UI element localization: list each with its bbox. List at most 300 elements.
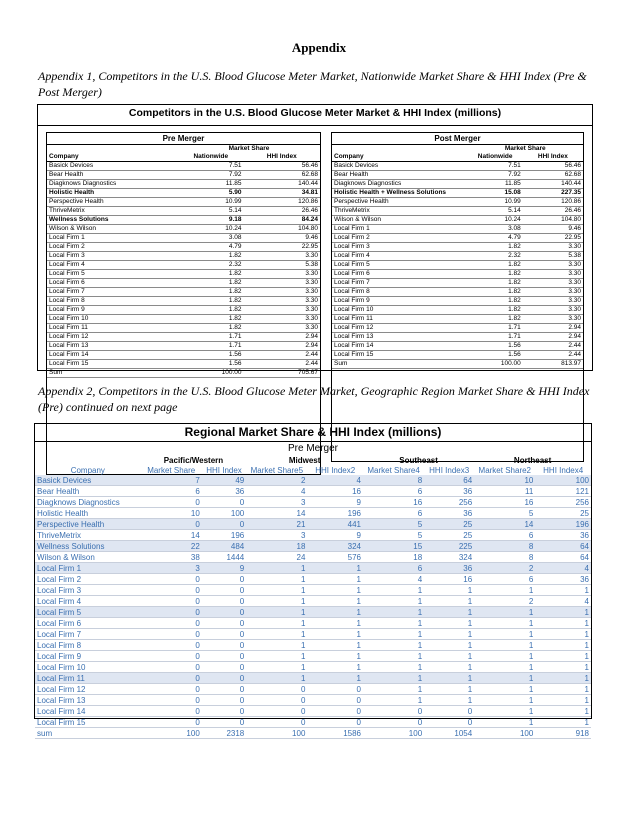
- value-cell: 1: [535, 662, 591, 673]
- company-cell: Diagknows Diagnostics: [332, 180, 468, 189]
- appendix1-caption: Appendix 1, Competitors in the U.S. Blood Glucose Meter Market, Nationwide Market Share & HHI Index (Pre & Post Merger): [38, 69, 587, 99]
- value-cell: 1: [474, 629, 535, 640]
- value-cell: 1: [363, 640, 424, 651]
- value-cell: 0: [202, 574, 246, 585]
- company-cell: Local Firm 9: [332, 297, 468, 306]
- table-row: [35, 629, 591, 640]
- value-cell: 100: [202, 508, 246, 519]
- regional-subtitle: Pre Merger: [287, 443, 338, 454]
- value-cell: 1: [363, 585, 424, 596]
- column-header: HHI Index4: [543, 465, 584, 475]
- table-row: [332, 261, 583, 270]
- table-row: [35, 651, 591, 662]
- table-row: [47, 171, 320, 180]
- value-cell: 918: [535, 728, 591, 739]
- value-cell: 1: [307, 629, 363, 640]
- hhi-cell: 2.94: [244, 333, 320, 342]
- table-row: [47, 333, 320, 342]
- table-row: [47, 324, 320, 333]
- company-cell: Bear Health: [332, 171, 468, 180]
- value-cell: 1: [246, 640, 307, 651]
- value-cell: 1: [424, 673, 474, 684]
- market-share-cell: 5.14: [178, 207, 244, 216]
- market-share-label: Market Share: [504, 145, 546, 152]
- hhi-cell: 2.44: [244, 351, 320, 360]
- value-cell: 0: [202, 662, 246, 673]
- value-cell: 1: [307, 585, 363, 596]
- value-cell: 1: [535, 629, 591, 640]
- nationwide-table-box: [37, 104, 593, 376]
- value-cell: 1: [246, 596, 307, 607]
- table-row: [35, 695, 591, 706]
- company-cell: Basick Devices: [35, 475, 141, 486]
- value-cell: 1: [246, 563, 307, 574]
- market-share-cell: 5.14: [468, 207, 523, 216]
- company-cell: Local Firm 15: [47, 360, 178, 369]
- company-cell: Wellness Solutions: [47, 216, 178, 225]
- market-share-cell: 1.82: [468, 279, 523, 288]
- value-cell: 1: [474, 695, 535, 706]
- table-row: [35, 684, 591, 695]
- table-row: [35, 596, 591, 607]
- value-cell: 9: [307, 530, 363, 541]
- value-cell: 256: [535, 497, 591, 508]
- company-cell: Local Firm 12: [47, 333, 178, 342]
- table-row: [332, 324, 583, 333]
- value-cell: 0: [246, 695, 307, 706]
- value-cell: 6: [363, 508, 424, 519]
- value-cell: 10: [141, 508, 202, 519]
- value-cell: 4: [535, 563, 591, 574]
- table-row: [35, 662, 591, 673]
- value-cell: 1: [535, 640, 591, 651]
- company-cell: ThriveMetrix: [47, 207, 178, 216]
- company-cell: Local Firm 2: [35, 574, 141, 585]
- company-cell: Basick Devices: [47, 162, 178, 171]
- value-cell: 6: [363, 563, 424, 574]
- region-midwest: Midwest: [288, 455, 321, 465]
- company-cell: Local Firm 15: [35, 717, 141, 728]
- table-row: [35, 508, 591, 519]
- table-row: [332, 180, 583, 189]
- value-cell: 8: [474, 541, 535, 552]
- market-share-cell: 1.56: [178, 351, 244, 360]
- value-cell: 1: [474, 706, 535, 717]
- hhi-cell: 104.80: [244, 225, 320, 234]
- value-cell: 6: [474, 574, 535, 585]
- company-cell: Local Firm 6: [332, 270, 468, 279]
- value-cell: 0: [202, 651, 246, 662]
- value-cell: 1: [424, 695, 474, 706]
- hhi-cell: 62.68: [244, 171, 320, 180]
- value-cell: 0: [246, 706, 307, 717]
- value-cell: 0: [202, 673, 246, 684]
- table-row: [47, 297, 320, 306]
- value-cell: 36: [202, 486, 246, 497]
- hhi-cell: 9.46: [244, 234, 320, 243]
- column-header-company: Company: [47, 153, 178, 162]
- table-row: [47, 225, 320, 234]
- company-cell: Local Firm 5: [47, 270, 178, 279]
- value-cell: 0: [141, 574, 202, 585]
- table-row: [332, 189, 583, 198]
- value-cell: 1: [246, 585, 307, 596]
- value-cell: 1: [424, 596, 474, 607]
- value-cell: 121: [535, 486, 591, 497]
- column-header: HHI Index2: [315, 465, 356, 475]
- hhi-cell: 3.30: [244, 306, 320, 315]
- value-cell: 1: [474, 651, 535, 662]
- value-cell: 8: [363, 475, 424, 486]
- value-cell: 1: [363, 673, 424, 684]
- table-row: [332, 225, 583, 234]
- table-row: [35, 563, 591, 574]
- value-cell: 1: [535, 607, 591, 618]
- value-cell: 0: [307, 695, 363, 706]
- company-cell: Local Firm 4: [47, 261, 178, 270]
- market-share-cell: 10.99: [178, 198, 244, 207]
- value-cell: 10: [474, 475, 535, 486]
- hhi-cell: 705.67: [244, 369, 320, 378]
- table-row: [47, 270, 320, 279]
- company-cell: Holistic Health: [35, 508, 141, 519]
- value-cell: 196: [535, 519, 591, 530]
- table-row: [332, 207, 583, 216]
- company-cell: Local Firm 14: [47, 351, 178, 360]
- hhi-cell: 2.94: [523, 333, 583, 342]
- market-share-cell: 11.85: [178, 180, 244, 189]
- value-cell: 0: [202, 695, 246, 706]
- value-cell: 0: [141, 607, 202, 618]
- value-cell: 256: [424, 497, 474, 508]
- value-cell: 0: [202, 497, 246, 508]
- company-cell: Local Firm 6: [47, 279, 178, 288]
- value-cell: 0: [141, 629, 202, 640]
- hhi-cell: 3.30: [523, 315, 583, 324]
- value-cell: 0: [141, 706, 202, 717]
- value-cell: 16: [363, 497, 424, 508]
- value-cell: 2318: [202, 728, 246, 739]
- value-cell: 1: [307, 563, 363, 574]
- value-cell: 1: [474, 684, 535, 695]
- company-cell: Local Firm 13: [47, 342, 178, 351]
- value-cell: 1: [246, 629, 307, 640]
- value-cell: 5: [363, 530, 424, 541]
- company-cell: ThriveMetrix: [332, 207, 468, 216]
- market-share-cell: 1.82: [468, 270, 523, 279]
- value-cell: 1586: [307, 728, 363, 739]
- value-cell: 14: [246, 508, 307, 519]
- value-cell: 3: [246, 497, 307, 508]
- table-row: [47, 315, 320, 324]
- market-share-cell: 1.71: [178, 342, 244, 351]
- table-row: [35, 519, 591, 530]
- hhi-cell: 22.95: [244, 243, 320, 252]
- table-row: [332, 342, 583, 351]
- value-cell: 1: [363, 695, 424, 706]
- column-header-hhi: HHI Index: [244, 153, 320, 162]
- value-cell: 4: [307, 475, 363, 486]
- hhi-cell: 3.30: [523, 243, 583, 252]
- value-cell: 1: [363, 662, 424, 673]
- table-row: [47, 261, 320, 270]
- value-cell: 0: [307, 706, 363, 717]
- table-row: [47, 198, 320, 207]
- market-share-cell: 5.90: [178, 189, 244, 198]
- value-cell: 0: [424, 706, 474, 717]
- table-row: [332, 279, 583, 288]
- regional-table: [35, 455, 591, 739]
- value-cell: 1: [474, 618, 535, 629]
- table-row: [35, 475, 591, 486]
- market-share-cell: 4.79: [178, 243, 244, 252]
- value-cell: 1: [474, 640, 535, 651]
- company-cell: Local Firm 8: [35, 640, 141, 651]
- value-cell: 1: [307, 574, 363, 585]
- region-northeast: Northeast: [513, 455, 552, 465]
- table-row: [47, 342, 320, 351]
- value-cell: 0: [202, 640, 246, 651]
- company-cell: Bear Health: [47, 171, 178, 180]
- company-cell: Local Firm 14: [35, 706, 141, 717]
- table-row: [47, 180, 320, 189]
- value-cell: 1: [246, 673, 307, 684]
- value-cell: 21: [246, 519, 307, 530]
- value-cell: 38: [141, 552, 202, 563]
- market-share-cell: 10.24: [178, 225, 244, 234]
- company-cell: Local Firm 8: [47, 297, 178, 306]
- hhi-cell: 140.44: [523, 180, 583, 189]
- value-cell: 36: [424, 508, 474, 519]
- company-cell: sum: [35, 728, 141, 739]
- value-cell: 0: [202, 706, 246, 717]
- value-cell: 4: [246, 486, 307, 497]
- table-row: [332, 216, 583, 225]
- table-row: [47, 189, 320, 198]
- company-cell: Local Firm 7: [47, 288, 178, 297]
- value-cell: 64: [535, 552, 591, 563]
- value-cell: 1: [363, 684, 424, 695]
- table-row: [332, 297, 583, 306]
- value-cell: 16: [307, 486, 363, 497]
- market-share-cell: 3.08: [468, 225, 523, 234]
- value-cell: 7: [141, 475, 202, 486]
- company-cell: Wilson & Wilson: [47, 225, 178, 234]
- company-cell: Local Firm 10: [35, 662, 141, 673]
- value-cell: 1: [363, 629, 424, 640]
- market-share-cell: 1.82: [178, 270, 244, 279]
- company-cell: Local Firm 2: [332, 234, 468, 243]
- column-header-company: Company: [332, 153, 468, 162]
- market-share-cell: 4.79: [468, 234, 523, 243]
- table-row: [47, 369, 320, 378]
- company-cell: Local Firm 15: [332, 351, 468, 360]
- value-cell: 1: [246, 618, 307, 629]
- value-cell: 0: [246, 684, 307, 695]
- company-cell: Local Firm 4: [332, 252, 468, 261]
- table-row: [47, 234, 320, 243]
- company-cell: Local Firm 12: [35, 684, 141, 695]
- value-cell: 22: [141, 541, 202, 552]
- value-cell: 0: [141, 618, 202, 629]
- column-header: Market Share4: [367, 465, 420, 475]
- value-cell: 3: [141, 563, 202, 574]
- value-cell: 225: [424, 541, 474, 552]
- table-row: [332, 171, 583, 180]
- market-share-cell: 1.71: [468, 324, 523, 333]
- market-share-cell: 9.18: [178, 216, 244, 225]
- value-cell: 6: [141, 486, 202, 497]
- value-cell: 1: [535, 706, 591, 717]
- hhi-cell: 3.30: [523, 261, 583, 270]
- market-share-cell: 7.51: [178, 162, 244, 171]
- market-share-cell: 2.32: [468, 252, 523, 261]
- value-cell: 1: [474, 585, 535, 596]
- market-share-cell: 1.71: [468, 333, 523, 342]
- value-cell: 100: [141, 728, 202, 739]
- table-row: [47, 306, 320, 315]
- value-cell: 64: [535, 541, 591, 552]
- value-cell: 16: [474, 497, 535, 508]
- company-cell: Local Firm 7: [332, 279, 468, 288]
- hhi-cell: 84.24: [244, 216, 320, 225]
- value-cell: 1054: [424, 728, 474, 739]
- table-row: [35, 530, 591, 541]
- company-cell: ThriveMetrix: [35, 530, 141, 541]
- hhi-cell: 3.30: [244, 252, 320, 261]
- value-cell: 0: [363, 706, 424, 717]
- hhi-cell: 2.44: [244, 360, 320, 369]
- value-cell: 25: [424, 530, 474, 541]
- value-cell: 64: [424, 475, 474, 486]
- value-cell: 0: [141, 585, 202, 596]
- column-header: Market Share2: [478, 465, 531, 475]
- company-cell: Local Firm 7: [35, 629, 141, 640]
- value-cell: 9: [307, 497, 363, 508]
- company-cell: Local Firm 10: [332, 306, 468, 315]
- value-cell: 1: [307, 651, 363, 662]
- value-cell: 100: [246, 728, 307, 739]
- market-share-cell: 1.82: [468, 261, 523, 270]
- value-cell: 0: [202, 629, 246, 640]
- value-cell: 8: [474, 552, 535, 563]
- value-cell: 1: [535, 717, 591, 728]
- table-row: [47, 351, 320, 360]
- value-cell: 0: [202, 618, 246, 629]
- value-cell: 0: [424, 717, 474, 728]
- market-share-cell: 1.82: [178, 324, 244, 333]
- value-cell: 24: [246, 552, 307, 563]
- value-cell: 25: [424, 519, 474, 530]
- hhi-cell: 3.30: [244, 315, 320, 324]
- hhi-cell: 2.94: [523, 324, 583, 333]
- table-row: [332, 234, 583, 243]
- appendix-heading: Appendix: [291, 40, 347, 55]
- value-cell: 1: [424, 651, 474, 662]
- market-share-cell: 1.82: [468, 315, 523, 324]
- company-cell: Bear Health: [35, 486, 141, 497]
- value-cell: 100: [474, 728, 535, 739]
- table-row: [35, 640, 591, 651]
- hhi-cell: 227.35: [523, 189, 583, 198]
- hhi-cell: 26.46: [244, 207, 320, 216]
- value-cell: 15: [363, 541, 424, 552]
- value-cell: 1: [307, 596, 363, 607]
- value-cell: 1: [363, 651, 424, 662]
- table-row: [35, 706, 591, 717]
- company-cell: Sum: [47, 369, 178, 378]
- table-row: [47, 252, 320, 261]
- table-row: [332, 351, 583, 360]
- company-cell: Local Firm 11: [332, 315, 468, 324]
- value-cell: 0: [202, 607, 246, 618]
- hhi-cell: 140.44: [244, 180, 320, 189]
- region-southeast: Southeast: [399, 455, 438, 465]
- company-cell: Wilson & Wilson: [332, 216, 468, 225]
- company-cell: Holistic Health + Wellness Solutions: [332, 189, 468, 198]
- company-cell: Local Firm 12: [332, 324, 468, 333]
- company-cell: Local Firm 14: [332, 342, 468, 351]
- hhi-cell: 120.86: [244, 198, 320, 207]
- pre-merger-table: [47, 145, 320, 378]
- value-cell: 4: [535, 596, 591, 607]
- value-cell: 6: [363, 486, 424, 497]
- value-cell: 1: [363, 596, 424, 607]
- market-share-cell: 1.82: [178, 279, 244, 288]
- market-share-cell: 1.82: [178, 306, 244, 315]
- value-cell: 1: [535, 585, 591, 596]
- value-cell: 1: [424, 662, 474, 673]
- company-cell: Local Firm 3: [35, 585, 141, 596]
- market-share-label: Market Share: [228, 145, 270, 152]
- pre-merger-label: Pre Merger: [47, 133, 320, 145]
- table-row: [332, 306, 583, 315]
- table-row: [332, 198, 583, 207]
- company-cell: Local Firm 8: [332, 288, 468, 297]
- market-share-cell: 1.82: [178, 297, 244, 306]
- hhi-cell: 3.30: [244, 270, 320, 279]
- value-cell: 0: [141, 695, 202, 706]
- value-cell: 1: [307, 673, 363, 684]
- value-cell: 2: [474, 563, 535, 574]
- company-cell: Wellness Solutions: [35, 541, 141, 552]
- value-cell: 441: [307, 519, 363, 530]
- table-row: [47, 360, 320, 369]
- hhi-cell: 22.95: [523, 234, 583, 243]
- value-cell: 1: [474, 662, 535, 673]
- hhi-cell: 2.44: [523, 342, 583, 351]
- value-cell: 1: [307, 662, 363, 673]
- value-cell: 1: [363, 607, 424, 618]
- company-cell: Local Firm 1: [47, 234, 178, 243]
- value-cell: 36: [424, 486, 474, 497]
- market-share-cell: 7.51: [468, 162, 523, 171]
- value-cell: 0: [202, 684, 246, 695]
- hhi-cell: 56.46: [523, 162, 583, 171]
- table-row: [332, 360, 583, 369]
- value-cell: 0: [202, 519, 246, 530]
- value-cell: 5: [474, 508, 535, 519]
- table-row: [332, 288, 583, 297]
- hhi-cell: 3.30: [523, 279, 583, 288]
- table-row: [35, 728, 591, 739]
- hhi-cell: 5.38: [523, 252, 583, 261]
- table-row: [35, 497, 591, 508]
- company-cell: Local Firm 13: [35, 695, 141, 706]
- hhi-cell: 2.44: [523, 351, 583, 360]
- company-cell: Local Firm 2: [47, 243, 178, 252]
- value-cell: 9: [202, 563, 246, 574]
